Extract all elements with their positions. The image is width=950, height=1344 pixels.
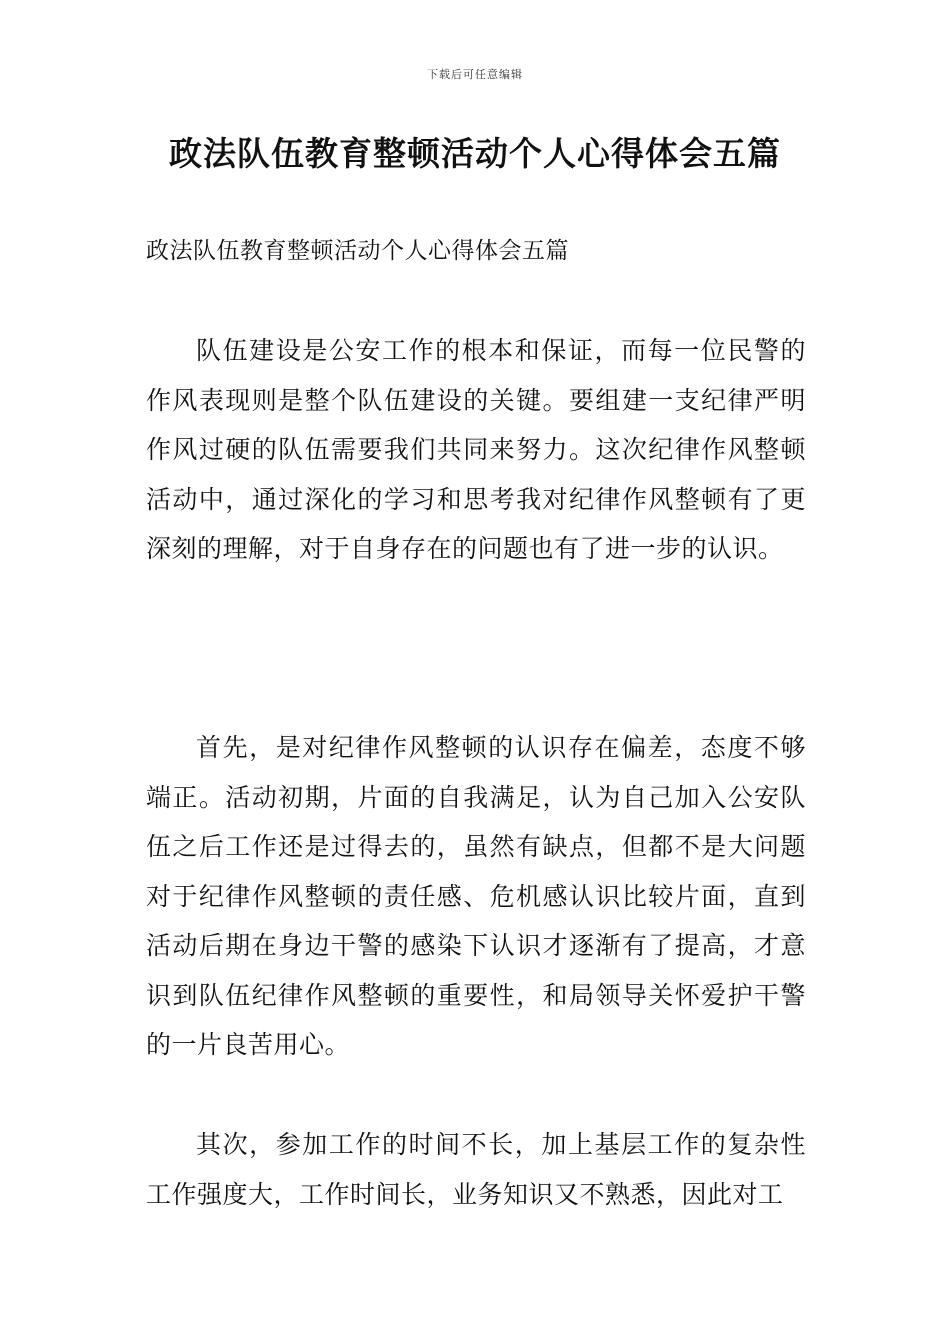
paragraph: 其次，参加工作的时间不长，加上基层工作的复杂性工作强度大，工作时间长，业务知识又不熟悉，因此对工 <box>146 1130 806 1209</box>
document-subtitle: 政法队伍教育整顿活动个人心得体会五篇 <box>146 238 569 264</box>
header-note: 下载后可任意编辑 <box>427 68 523 81</box>
document-title: 政法队伍教育整顿活动个人心得体会五篇 <box>169 134 781 173</box>
paragraph: 队伍建设是公安工作的根本和保证，而每一位民警的作风表现则是整个队伍建设的关键。要组建一支纪律严明作风过硬的队伍需要我们共同来努力。这次纪律作风整顿活动中，通过深化的学习和思考我对纪律作风整顿有了更深刻的理解，对于自身存在的问题也有了进一步的认识。 <box>146 336 806 563</box>
paragraph: 首先，是对纪律作风整顿的认识存在偏差，态度不够端正。活动初期，片面的自我满足，认为自己加入公安队伍之后工作还是过得去的，虽然有缺点，但都不是大问题对于纪律作风整顿的责任感、危机感认识比较片面，直到活动后期在身边干警的感染下认识才逐渐有了提高，才意识到队伍纪律作风整顿的重要性，和局领导关怀爱护干警的一片良苦用心。 <box>146 733 806 1059</box>
